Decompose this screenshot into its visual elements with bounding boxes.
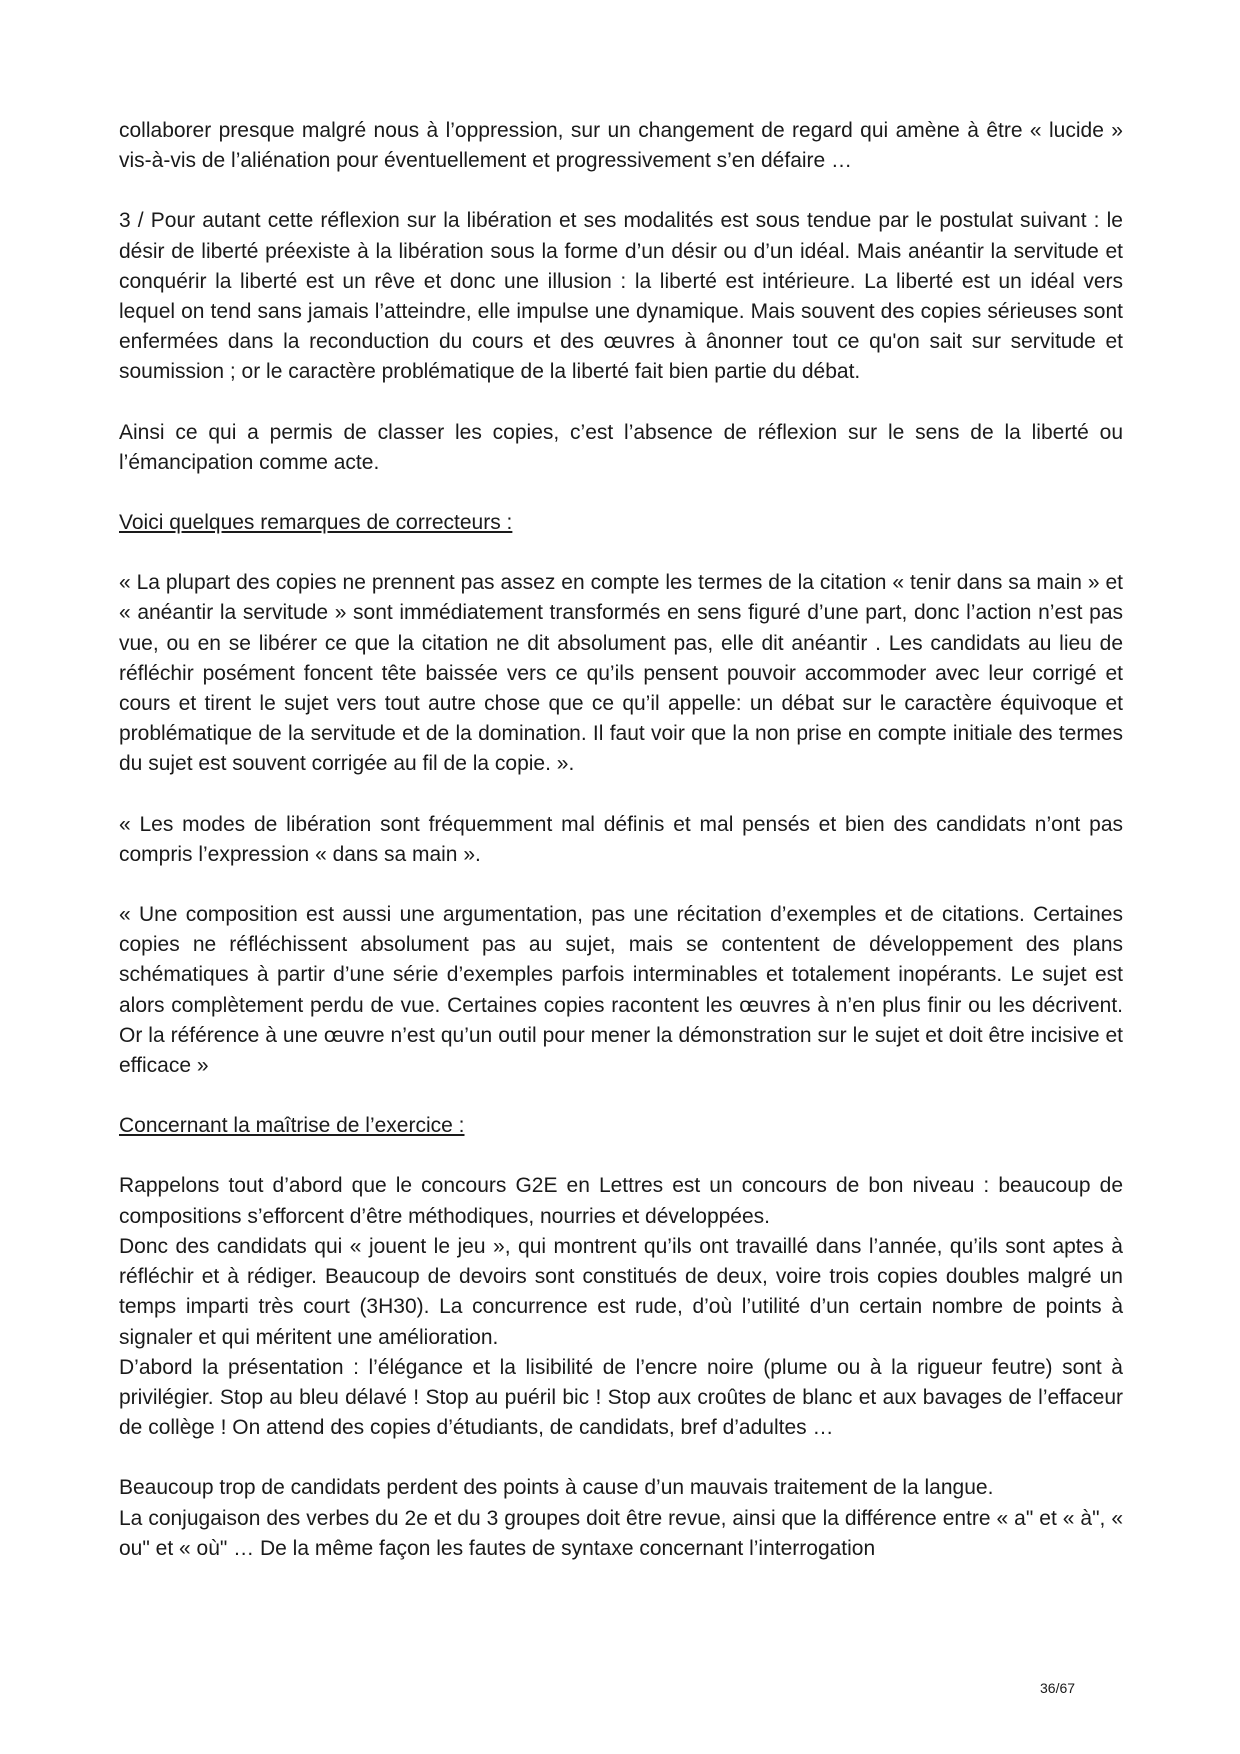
paragraph-presentation: D’abord la présentation : l’élégance et la lisibilité de l’encre noire (plume ou à la rigueur feutre) sont à privilégier. Stop au bleu délavé ! Stop au puéril bic ! Stop aux croûtes de blanc et aux bavages de l’effaceur de collège ! On attend des copies d’étudiants, de candidats, bref d’adultes …	[119, 1355, 1123, 1440]
paragraph-conjugaison: La conjugaison des verbes du 2e et du 3 groupes doit être revue, ainsi que la différence entre « a" et « à", « ou" et « où" … De la même façon les fautes de syntaxe concernant l’interrogation	[119, 1506, 1123, 1560]
document-body	[119, 116, 1123, 1564]
paragraph-classement: Ainsi ce qui a permis de classer les copies, c’est l’absence de réflexion sur le sens de la liberté ou l’émancipation comme acte.	[119, 420, 1123, 474]
quote-correcteur-3: « Une composition est aussi une argumentation, pas une récitation d’exemples et de citations. Certaines copies ne réfléchissent absolument pas au sujet, mais se contentent de développement des plans schématiques à partir d’une série d’exemples parfois interminables et totalement inopérants. Le sujet est alors complètement perdu de vue. Certaines copies racontent les œuvres à n’en plus finir ou les décrivent. Or la référence à une œuvre n’est qu’un outil pour mener la démonstration sur le sujet et doit être incisive et efficace »	[119, 903, 1123, 1078]
page-number: 36/67	[1040, 1680, 1076, 1696]
paragraph-concours-niveau: Rappelons tout d’abord que le concours G2E en Lettres est un concours de bon niveau : beaucoup de compositions s’efforcent d’être méthodiques, nourries et développées.	[119, 1174, 1123, 1228]
heading-remarques-correcteurs: Voici quelques remarques de correcteurs :	[119, 511, 513, 535]
paragraph-langue: Beaucoup trop de candidats perdent des points à cause d’un mauvais traitement de la langue.	[119, 1476, 994, 1500]
paragraph-continuation: collaborer presque malgré nous à l’oppression, sur un changement de regard qui amène à être « lucide » vis-à-vis de l’aliénation pour éventuellement et progressivement s’en défaire …	[119, 119, 1123, 173]
quote-correcteur-2: « Les modes de libération sont fréquemment mal définis et mal pensés et bien des candidats n’ont pas compris l’expression « dans sa main ».	[119, 812, 1123, 866]
heading-maitrise-exercice: Concernant la maîtrise de l’exercice :	[119, 1114, 465, 1138]
paragraph-candidats-jeu: Donc des candidats qui « jouent le jeu », qui montrent qu’ils ont travaillé dans l’année, qu’ils sont aptes à réfléchir et à rédiger. Beaucoup de devoirs sont constitués de deux, voire trois copies doubles malgré un temps imparti très court (3H30). La concurrence est rude, d’où l’utilité d’un certain nombre de points à signaler et qui méritent une amélioration.	[119, 1234, 1123, 1349]
quote-correcteur-1: « La plupart des copies ne prennent pas assez en compte les termes de la citation « tenir dans sa main » et « anéantir la servitude » sont immédiatement transformés en sens figuré d’une part, donc l’action n’est pas vue, ou en se libérer ce que la citation ne dit absolument pas, elle dit anéantir . Les candidats au lieu de réfléchir posément foncent tête baissée vers ce qu’ils pensent pouvoir accommoder avec leur corrigé et cours et tirent le sujet vers tout autre chose que ce qu’il appelle: un débat sur le caractère équivoque et problématique de la servitude et de la domination. Il faut voir que la non prise en compte initiale des termes du sujet est souvent corrigée au fil de la copie. ».	[119, 571, 1123, 776]
paragraph-point-3: 3 / Pour autant cette réflexion sur la libération et ses modalités est sous tendue par le postulat suivant : le désir de liberté préexiste à la libération sous la forme d’un désir ou d’un idéal. Mais anéantir la servitude et conquérir la liberté est un rêve et donc une illusion : la liberté est intérieure. La liberté est un idéal vers lequel on tend sans jamais l’atteindre, elle impulse une dynamique. Mais souvent des copies sérieuses sont enfermées dans la reconduction du cours et des œuvres à ânonner tout ce qu'on sait sur servitude et soumission ; or le caractère problématique de la liberté fait bien partie du débat.	[119, 209, 1123, 384]
